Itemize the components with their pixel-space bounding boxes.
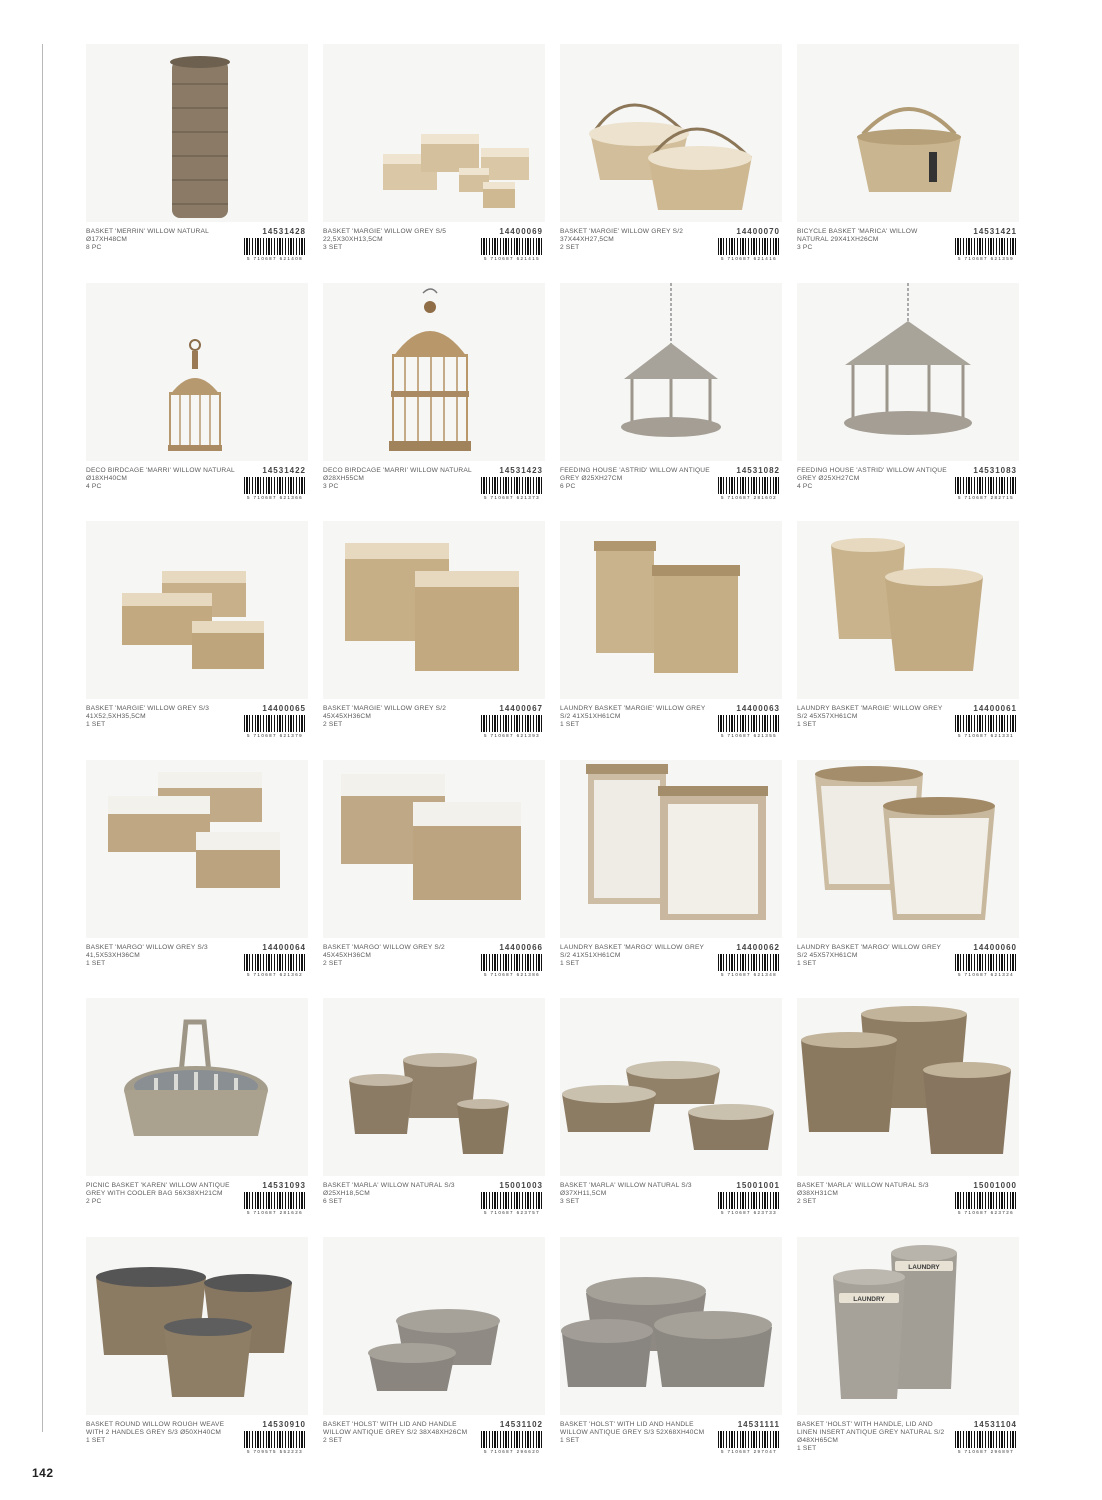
product-card[interactable] <box>86 40 308 279</box>
white-lined-basket-pair-icon <box>323 760 545 938</box>
white-laundry-basket-pair-icon <box>560 760 782 938</box>
product-grid <box>86 40 1046 1471</box>
product-card[interactable] <box>86 517 308 756</box>
product-card[interactable] <box>797 517 1019 756</box>
lidded-basket-pair-icon <box>323 1237 545 1415</box>
product-description: BASKET 'MARGIE' WILLOW GREY S/3 41X52,5XH35,5CM 1 SET <box>86 705 210 728</box>
product-card[interactable] <box>86 994 308 1233</box>
barcode: 5 709575 552223 <box>244 1431 306 1455</box>
product-card[interactable] <box>560 994 782 1233</box>
barcode: 5 710687 621366 <box>244 477 306 501</box>
handled-basket-pair-icon <box>560 44 782 222</box>
barcode: 5 710687 621373 <box>481 477 543 501</box>
product-code: 14400065 <box>262 704 306 713</box>
product-card[interactable] <box>323 756 545 995</box>
product-code: 14400060 <box>973 942 1017 952</box>
product-code: 14400064 <box>262 942 306 952</box>
product-code: 14400063 <box>736 704 780 713</box>
low-round-basket-set-icon <box>560 998 782 1176</box>
product-description: LAUNDRY BASKET 'MARGO' WILLOW GREY S/2 45X57XH61CM 1 SET <box>797 943 942 967</box>
product-card[interactable] <box>797 756 1019 995</box>
product-code: 14531111 <box>737 1419 780 1429</box>
margin-rule <box>42 44 43 1432</box>
product-description: BASKET ROUND WILLOW ROUGH WEAVE WITH 2 HANDLES GREY S/3 Ø50XH40CM 1 SET <box>86 1420 225 1444</box>
product-code: 14531423 <box>499 465 543 475</box>
feeding-house-large-icon <box>797 283 1019 461</box>
round-basket-set-three-icon <box>323 998 545 1176</box>
barcode: 5 710687 621348 <box>718 954 780 978</box>
lidded-basket-set-three-icon <box>560 1237 782 1415</box>
product-card[interactable] <box>86 279 308 518</box>
barcode: 5 710687 623733 <box>718 1192 780 1216</box>
barcode: 5 710687 621362 <box>244 954 306 978</box>
product-description: LAUNDRY BASKET 'MARGIE' WILLOW GREY S/2 41X51XH61CM 1 SET <box>560 705 706 728</box>
product-card[interactable] <box>323 517 545 756</box>
barcode: 5 710687 281602 <box>718 477 780 501</box>
barcode: 5 710687 297047 <box>718 1431 780 1455</box>
product-description: BASKET 'MERRIN' WILLOW NATURAL Ø17XH48CM 8 PC <box>86 228 209 251</box>
feeding-house-small-icon <box>560 283 782 461</box>
product-code: 14531421 <box>973 227 1017 236</box>
product-description: FEEDING HOUSE 'ASTRID' WILLOW ANTIQUE GREY Ø25XH27CM 4 PC <box>797 466 947 490</box>
product-description: LAUNDRY BASKET 'MARGIE' WILLOW GREY S/2 45X57XH61CM 1 SET <box>797 705 943 728</box>
product-card[interactable] <box>797 279 1019 518</box>
product-description: BASKET 'MARGIE' WILLOW GREY S/5 22,5X30XH13,5CM 3 SET <box>323 228 447 251</box>
product-code: 14531083 <box>973 465 1017 475</box>
product-code: 14400070 <box>736 227 780 236</box>
product-description: BASKET 'MARGIE' WILLOW GREY S/2 37X44XH27,5CM 2 SET <box>560 228 684 251</box>
product-description: BASKET 'MARLA' WILLOW NATURAL S/3 Ø37XH11,5CM 3 SET <box>560 1182 692 1205</box>
product-card[interactable] <box>560 1233 782 1472</box>
laundry-basket-pair-icon <box>560 521 782 699</box>
barcode: 5 710687 621408 <box>244 238 306 262</box>
product-code: 14400067 <box>499 704 543 713</box>
hamper-label-back: LAUNDRY <box>908 1263 940 1271</box>
product-card[interactable] <box>323 279 545 518</box>
product-description: LAUNDRY BASKET 'MARGO' WILLOW GREY S/2 41X51XH61CM 1 SET <box>560 943 705 967</box>
product-code: 14531093 <box>262 1181 306 1190</box>
tall-cylinder-basket-icon <box>86 44 308 222</box>
product-code: 15001001 <box>736 1181 780 1190</box>
product-description: BASKET 'MARGO' WILLOW GREY S/2 45X45XH36CM 2 SET <box>323 943 445 967</box>
barcode: 5 710687 623726 <box>955 1192 1017 1216</box>
hamper-label-front: LAUNDRY <box>853 1295 885 1303</box>
laundry-hamper-pair-icon <box>797 1237 1019 1415</box>
bicycle-basket-icon <box>797 44 1019 222</box>
product-description: BASKET 'MARGIE' WILLOW GREY S/2 45X45XH36CM 2 SET <box>323 705 447 728</box>
basket-set-five-icon <box>323 44 545 222</box>
lined-basket-pair-icon <box>323 521 545 699</box>
barcode: 5 710687 296897 <box>955 1431 1017 1455</box>
small-birdcage-icon <box>86 283 308 461</box>
product-description: BASKET 'MARLA' WILLOW NATURAL S/3 Ø38XH31CM 2 SET <box>797 1182 929 1205</box>
barcode: 5 710687 621386 <box>481 954 543 978</box>
product-card[interactable] <box>86 756 308 995</box>
product-card[interactable] <box>797 994 1019 1233</box>
barcode: 5 710687 296620 <box>481 1431 543 1455</box>
product-card[interactable] <box>797 40 1019 279</box>
product-code: 14531104 <box>973 1419 1017 1429</box>
barcode: 5 710687 621324 <box>955 954 1017 978</box>
picnic-basket-icon <box>86 998 308 1176</box>
barcode: 5 710687 621393 <box>481 715 543 739</box>
product-code: 14400069 <box>499 227 543 236</box>
barcode: 5 710687 281626 <box>244 1192 306 1216</box>
rough-weave-basket-set-icon <box>86 1237 308 1415</box>
product-code: 14400066 <box>499 942 543 952</box>
product-description: BASKET 'MARGO' WILLOW GREY S/3 41,5X53XH36CM 1 SET <box>86 943 208 967</box>
product-code: 14531422 <box>262 465 306 475</box>
white-lined-basket-set-icon <box>86 760 308 938</box>
product-description: BASKET 'HOLST' WITH LID AND HANDLE WILLOW ANTIQUE GREY S/2 38X48XH26CM 2 SET <box>323 1420 468 1444</box>
product-card[interactable] <box>560 756 782 995</box>
product-card[interactable] <box>560 517 782 756</box>
product-description: DECO BIRDCAGE 'MARRI' WILLOW NATURAL Ø18XH40CM 4 PC <box>86 466 235 490</box>
white-round-laundry-basket-icon <box>797 760 1019 938</box>
page-number: 142 <box>32 1466 54 1480</box>
large-birdcage-icon <box>323 283 545 461</box>
product-code: 14530910 <box>262 1419 306 1429</box>
product-card[interactable] <box>323 40 545 279</box>
barcode: 5 710687 282715 <box>955 477 1017 501</box>
product-code: 14400061 <box>973 704 1017 713</box>
product-description: BASKET 'MARLA' WILLOW NATURAL S/3 Ø25XH18,5CM 6 SET <box>323 1182 455 1205</box>
barcode: 5 710687 621415 <box>481 238 543 262</box>
product-description: BASKET 'HOLST' WITH LID AND HANDLE WILLOW ANTIQUE GREY S/3 52X68XH40CM 1 SET <box>560 1420 705 1444</box>
barcode: 5 710687 621359 <box>955 238 1017 262</box>
product-description: BASKET 'HOLST' WITH HANDLE, LID AND LINEN INSERT ANTIQUE GREY NATURAL S/2 Ø48XH65CM 1 SET <box>797 1420 945 1452</box>
product-card[interactable] <box>560 40 782 279</box>
barcode: 5 710687 623757 <box>481 1192 543 1216</box>
product-description: PICNIC BASKET 'KAREN' WILLOW ANTIQUE GREY WITH COOLER BAG 56X38XH21CM 2 PC <box>86 1182 230 1205</box>
product-code: 14531428 <box>262 227 306 236</box>
barcode: 5 710687 621379 <box>244 715 306 739</box>
lined-basket-set-three-icon <box>86 521 308 699</box>
product-card[interactable] <box>797 1233 1019 1472</box>
tall-round-basket-set-icon <box>797 998 1019 1176</box>
product-card[interactable] <box>323 994 545 1233</box>
barcode: 5 710687 621416 <box>718 238 780 262</box>
product-description: FEEDING HOUSE 'ASTRID' WILLOW ANTIQUE GREY Ø25XH27CM 6 PC <box>560 466 710 490</box>
product-card[interactable] <box>323 1233 545 1472</box>
round-laundry-basket-pair-icon <box>797 521 1019 699</box>
barcode: 5 710687 621355 <box>718 715 780 739</box>
product-code: 15001003 <box>499 1181 543 1190</box>
product-description: BICYCLE BASKET 'MARICA' WILLOW NATURAL 29X41XH26CM 3 PC <box>797 228 918 251</box>
product-code: 15001000 <box>973 1181 1017 1190</box>
product-card[interactable] <box>560 279 782 518</box>
product-code: 14531082 <box>736 465 780 475</box>
product-code: 14531102 <box>499 1419 543 1429</box>
barcode: 5 710687 621331 <box>955 715 1017 739</box>
product-card[interactable] <box>86 1233 308 1472</box>
product-description: DECO BIRDCAGE 'MARRI' WILLOW NATURAL Ø28XH55CM 3 PC <box>323 466 472 490</box>
product-code: 14400062 <box>736 942 780 952</box>
